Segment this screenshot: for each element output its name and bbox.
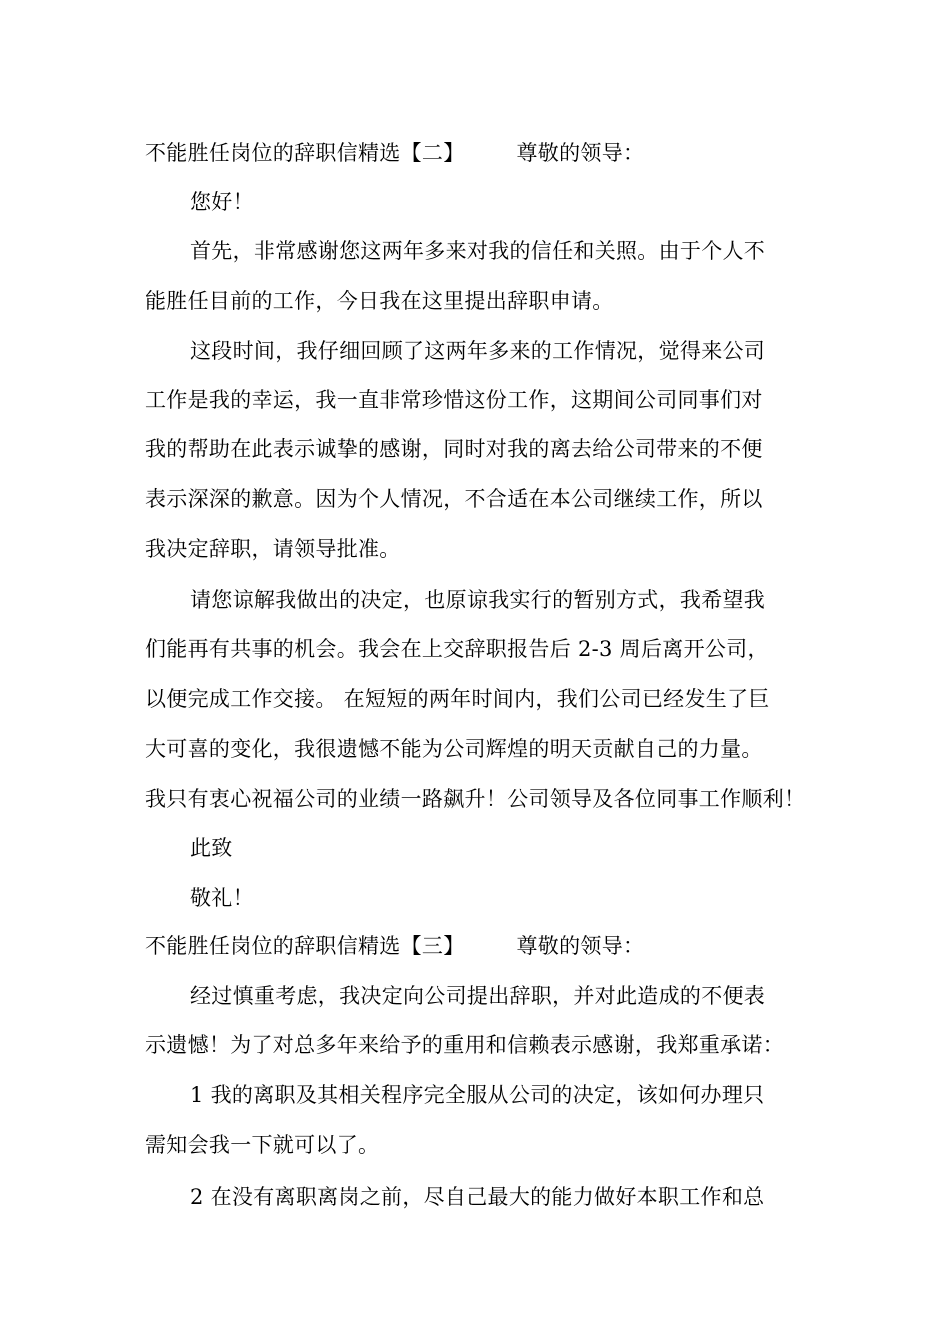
section2-closing1: 此致 — [190, 836, 233, 860]
section3-heading-line — [145, 933, 825, 959]
section2-p2-line5: 我决定辞职，请领导批准。 — [145, 537, 401, 561]
section2-p1-line2: 能胜任目前的工作，今日我在这里提出辞职申请。 — [145, 289, 614, 313]
section3-p1-line2: 示遗憾！为了对总多年来给予的重用和信赖表示感谢，我郑重承诺： — [145, 1033, 784, 1057]
section2-salutation: 尊敬的领导： — [516, 141, 645, 165]
section3-heading: 不能胜任岗位的辞职信精选【三】 — [145, 934, 465, 958]
section2-closing2: 敬礼！ — [190, 886, 254, 910]
section2-p2-line2: 工作是我的幸运，我一直非常珍惜这份工作，这期间公司同事们对 — [145, 388, 763, 412]
section2-greeting: 您好！ — [190, 190, 254, 214]
section2-p1-line1: 首先，非常感谢您这两年多来对我的信任和关照。由于个人不 — [190, 239, 766, 263]
section2-heading: 不能胜任岗位的辞职信精选【二】 — [145, 141, 465, 165]
section2-p3-line4: 大可喜的变化，我很遗憾不能为公司辉煌的明天贡献自己的力量。 — [145, 737, 763, 761]
section3-item1-line1: 1 我的离职及其相关程序完全服从公司的决定，该如何办理只 — [190, 1083, 765, 1107]
section2-p2-line1: 这段时间，我仔细回顾了这两年多来的工作情况，觉得来公司 — [190, 339, 766, 363]
section2-p3-line1: 请您谅解我做出的决定，也原谅我实行的暂别方式，我希望我 — [190, 588, 766, 612]
section3-salutation: 尊敬的领导： — [516, 934, 645, 958]
section3-item2-line1: 2 在没有离职离岗之前，尽自己最大的能力做好本职工作和总 — [190, 1185, 765, 1209]
section3-p1-line1: 经过慎重考虑，我决定向公司提出辞职，并对此造成的不便表 — [190, 984, 766, 1008]
section2-p3-line3: 以便完成工作交接。 在短短的两年时间内，我们公司已经发生了巨 — [145, 687, 770, 711]
section2-p3-line2: 们能再有共事的机会。我会在上交辞职报告后 2-3 周后离开公司， — [145, 637, 769, 661]
section2-p3-line5: 我只有衷心祝福公司的业绩一路飙升！公司领导及各位同事工作顺利！ — [145, 787, 806, 811]
section2-p2-line4: 表示深深的歉意。因为个人情况，不合适在本公司继续工作，所以 — [145, 487, 763, 511]
section2-p2-line3: 我的帮助在此表示诚挚的感谢，同时对我的离去给公司带来的不便 — [145, 437, 763, 461]
section2-heading-line — [145, 140, 825, 166]
section3-item1-line2: 需知会我一下就可以了。 — [145, 1133, 380, 1157]
